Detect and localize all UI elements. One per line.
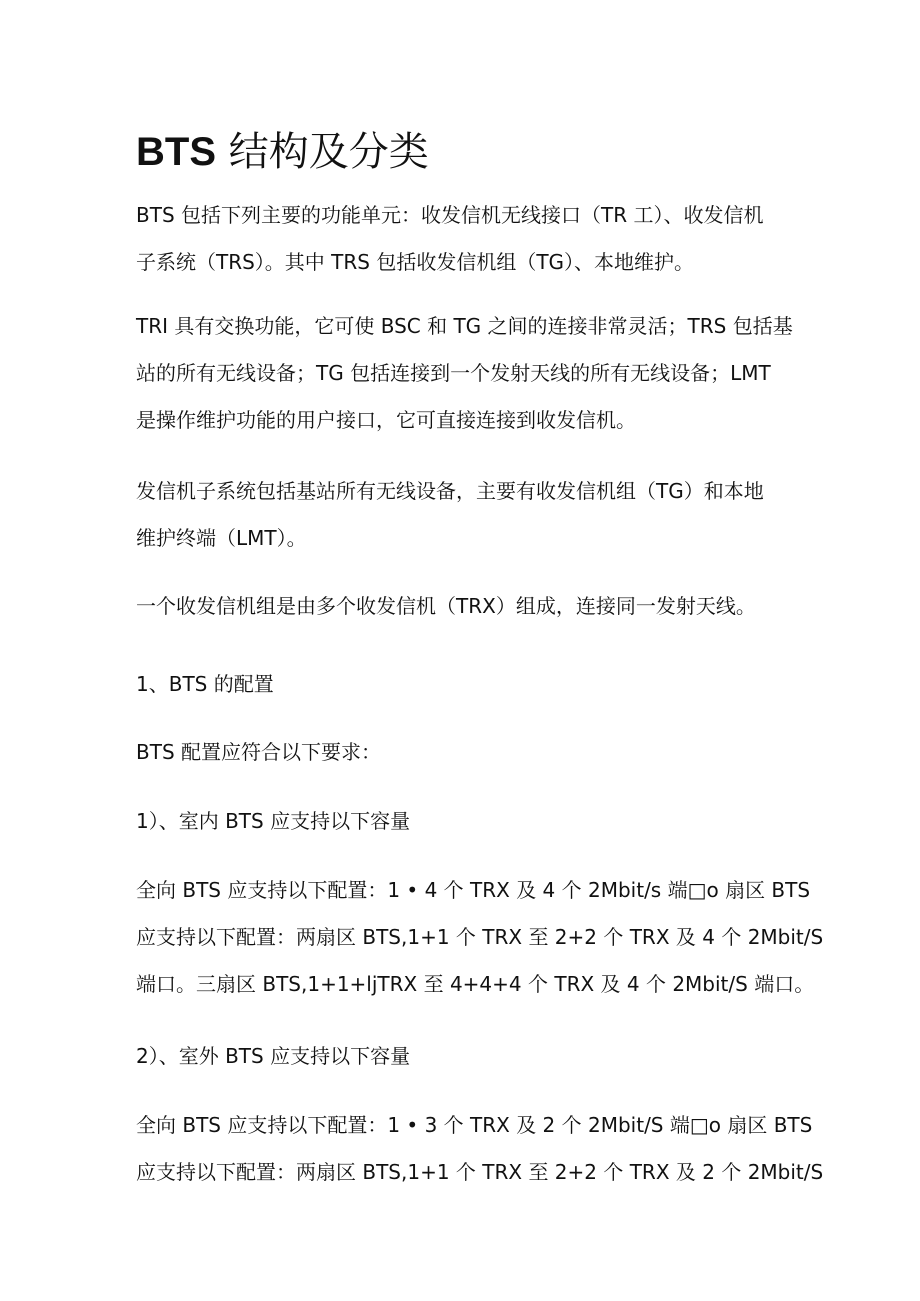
subheading-indoor-bts [136, 798, 796, 845]
section-heading-bts-config [136, 661, 796, 708]
subheading-outdoor-bts [136, 1033, 796, 1080]
paragraph-line: 1、BTS 的配置 [136, 672, 274, 696]
paragraph-line: 全向 BTS 应支持以下配置：1 • 3 个 TRX 及 2 个 2Mbit/S 端□o 扇区 BTS [136, 1113, 813, 1137]
paragraph-bts-units [136, 192, 796, 286]
paragraph-line: 维护终端（LMT）。 [136, 526, 307, 550]
paragraph-line: 应支持以下配置：两扇区 BTS,1+1 个 TRX 至 2+2 个 TRX 及 2 个 2Mbit/S [136, 1160, 824, 1184]
paragraph-line: 一个收发信机组是由多个收发信机（TRX）组成，连接同一发射天线。 [136, 594, 756, 618]
paragraph-tri-function [136, 303, 796, 444]
paragraph-line: 1）、室内 BTS 应支持以下容量 [136, 809, 411, 833]
paragraph-line: 应支持以下配置：两扇区 BTS,1+1 个 TRX 至 2+2 个 TRX 及 4 个 2Mbit/S [136, 925, 824, 949]
paragraph-line: BTS 包括下列主要的功能单元：收发信机无线接口（TR 工）、收发信机 [136, 203, 764, 227]
title-latin: BTS [136, 130, 216, 174]
document-title [136, 128, 429, 176]
title-rest: 结构及分类 [216, 129, 429, 175]
paragraph-indoor-config [136, 867, 824, 1008]
paragraph-line: 站的所有无线设备；TG 包括连接到一个发射天线的所有无线设备；LMT [136, 361, 771, 385]
paragraph-line: 发信机子系统包括基站所有无线设备，主要有收发信机组（TG）和本地 [136, 479, 764, 503]
paragraph-outdoor-config [136, 1102, 824, 1196]
paragraph-line: 全向 BTS 应支持以下配置：1 • 4 个 TRX 及 4 个 2Mbit/s 端□o 扇区 BTS [136, 878, 811, 902]
paragraph-line: 子系统（TRS）。其中 TRS 包括收发信机组（TG）、本地维护。 [136, 250, 695, 274]
paragraph-line: TRI 具有交换功能，它可使 BSC 和 TG 之间的连接非常灵活；TRS 包括基 [136, 314, 793, 338]
paragraph-tg-definition [136, 583, 796, 630]
paragraph-trs-subsystem [136, 468, 796, 562]
paragraph-config-requirements [136, 729, 796, 776]
paragraph-line: 2）、室外 BTS 应支持以下容量 [136, 1044, 411, 1068]
paragraph-line: 端口。三扇区 BTS,1+1+ljTRX 至 4+4+4 个 TRX 及 4 个 2Mbit/S 端口。 [136, 972, 815, 996]
paragraph-line: BTS 配置应符合以下要求： [136, 740, 381, 764]
paragraph-line: 是操作维护功能的用户接口，它可直接连接到收发信机。 [136, 408, 636, 432]
